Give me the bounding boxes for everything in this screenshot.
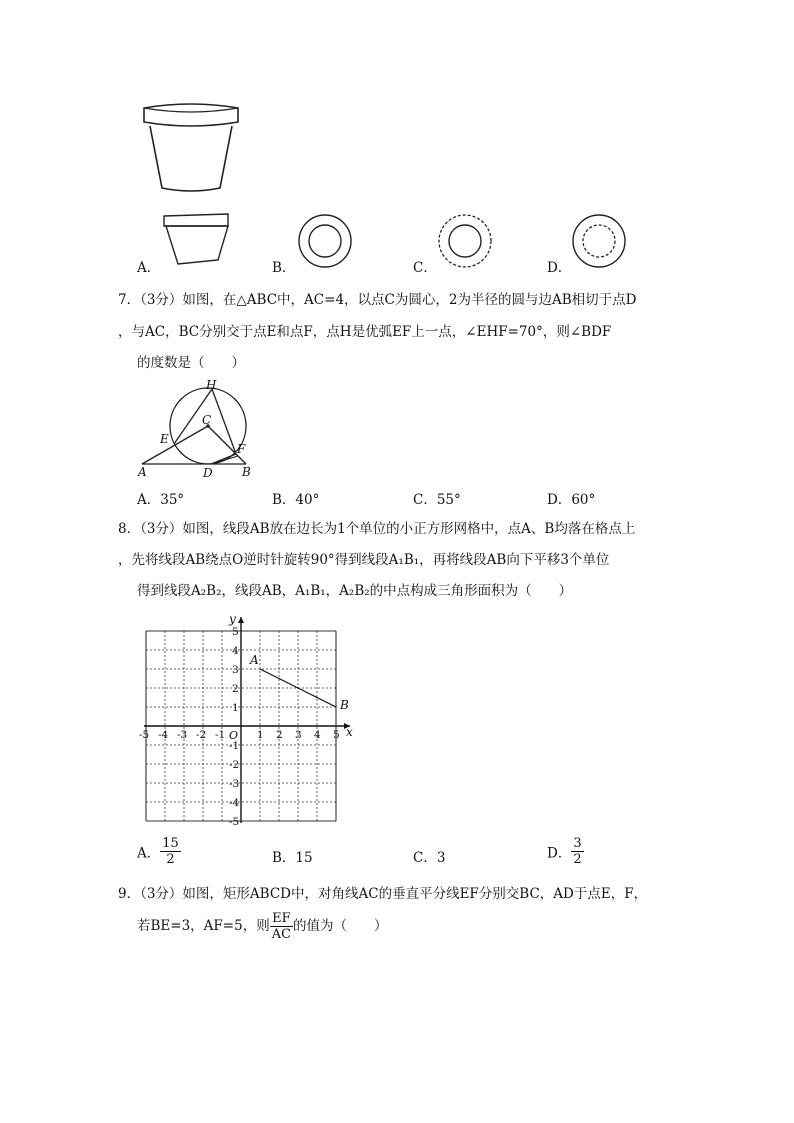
- q7-circle-figure: [136, 378, 261, 480]
- x-tick-label: -5: [139, 729, 150, 741]
- q7-line-2: ，与AC，BC分别交于点E和点F，点H是优弧EF上一点，∠EHF=70°，则∠BDF: [118, 324, 612, 340]
- q9-line-2: 若BE=3，AF=5，则 $\frac{EF}{AC}$ 的值为（ ）: [137, 911, 388, 942]
- x-tick-label: -3: [177, 729, 188, 741]
- choice-d-figure: [570, 212, 628, 270]
- q6-choice-c: C．: [413, 260, 437, 276]
- y-axis-label: y: [229, 612, 236, 626]
- q9-fraction: $\frac{EF}{AC}$: [271, 911, 292, 942]
- q8-choice-a: A． $\frac{15}{2}$: [137, 836, 179, 867]
- y-tick-label: 5: [232, 626, 239, 638]
- x-tick-label: -4: [158, 729, 169, 741]
- q9-line-1: 9．（3分）如图，矩形ABCD中，对角线AC的垂直平分线EF分别交BC，AD于点E，F，: [118, 886, 648, 902]
- point-b-label: B: [340, 698, 349, 712]
- q7-choice-b: B．40°: [272, 492, 320, 508]
- x-tick-label: -2: [196, 729, 207, 741]
- q7-choice-d: D．60°: [547, 492, 596, 508]
- q6-choice-b: B．: [272, 260, 296, 276]
- y-tick-label: 1: [232, 702, 239, 714]
- x-tick-label: 1: [257, 729, 264, 741]
- y-tick-label: -2: [229, 759, 240, 771]
- flowerpot-figure: [136, 98, 246, 198]
- q7-line-1: 7．（3分）如图，在△ABC中，AC=4，以点C为圆心，2为半径的圆与边AB相切于点D: [118, 292, 637, 308]
- q8-choice-b: B．15: [272, 850, 313, 866]
- label-b: B: [242, 465, 251, 479]
- y-tick-label: -1: [229, 740, 240, 752]
- q8-choice-d: D． $\frac{3}{2}$: [547, 836, 582, 867]
- label-a: A: [138, 465, 147, 479]
- point-a-label: A: [250, 653, 259, 667]
- origin-label: O: [229, 729, 239, 742]
- q6-choice-a: A．: [137, 260, 161, 276]
- choice-a-figure: [162, 212, 232, 268]
- y-axis-arrow: [238, 617, 244, 623]
- x-tick-label: 3: [295, 729, 302, 741]
- x-tick-label: 4: [314, 729, 321, 741]
- y-tick-label: -4: [229, 797, 240, 809]
- label-d: D: [203, 466, 213, 480]
- y-tick-label: 4: [232, 645, 239, 657]
- y-tick-label: -5: [229, 816, 240, 828]
- x-tick-label: -1: [215, 729, 226, 741]
- choice-c-figure: [436, 212, 494, 270]
- y-tick-label: -3: [229, 778, 240, 790]
- q8-coordinate-grid: [136, 606, 366, 830]
- q6-choice-d: D．: [547, 260, 572, 276]
- q8-choice-c: C．3: [413, 850, 446, 866]
- y-tick-label: 3: [232, 664, 239, 676]
- x-tick-label: 2: [276, 729, 283, 741]
- choice-b-figure: [296, 212, 354, 270]
- label-f: F: [237, 442, 246, 456]
- x-tick-label: 5: [333, 729, 340, 741]
- y-tick-label: 2: [232, 683, 239, 695]
- label-e: E: [160, 432, 169, 446]
- q8-line-1: 8．（3分）如图，线段AB放在边长为1个单位的小正方形网格中，点A、B均落在格点上: [118, 521, 636, 537]
- label-c: C: [202, 413, 212, 427]
- x-axis-label: x: [346, 725, 353, 739]
- q8-line-2: ，先将线段AB绕点O逆时针旋转90°得到线段A₁B₁，再将线段AB向下平移3个单位: [118, 552, 610, 568]
- label-h: H: [206, 378, 217, 392]
- q7-line-3: 的度数是（ ）: [137, 355, 245, 371]
- q7-choice-a: A．35°: [137, 492, 185, 508]
- q8-line-3: 得到线段A₂B₂，线段AB，A₁B₁，A₂B₂的中点构成三角形面积为（ ）: [137, 583, 573, 599]
- q7-choice-c: C．55°: [413, 492, 461, 508]
